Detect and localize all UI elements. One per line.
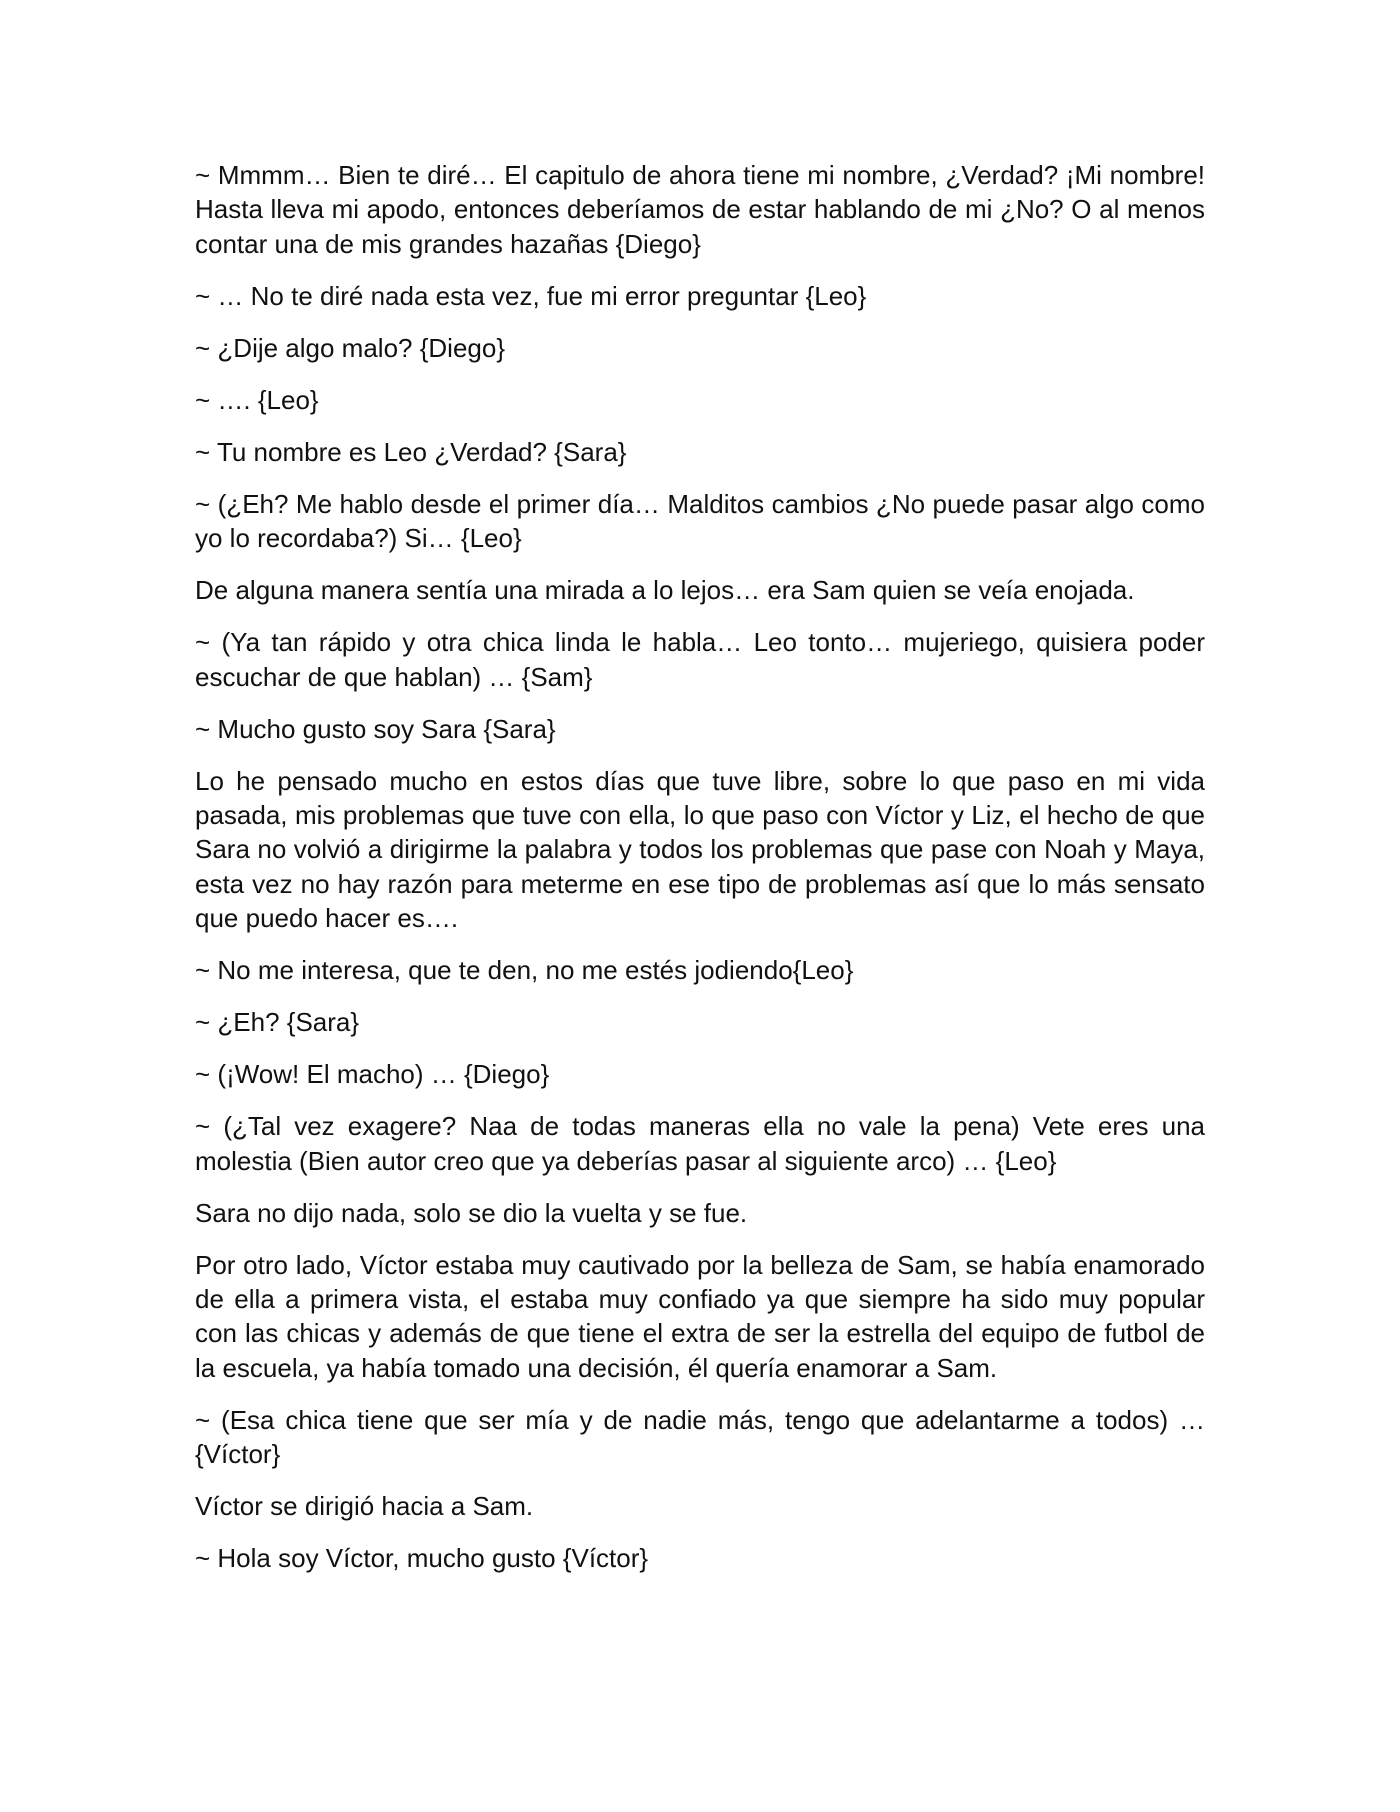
dialogue-paragraph: ~ Mmmm… Bien te diré… El capitulo de ahora tiene mi nombre, ¿Verdad? ¡Mi nombre! Hasta lleva mi apodo, entonces deberíamos de estar hablando de mi ¿No? O al menos contar una de mis grandes hazañas {Diego} (195, 160, 1205, 259)
document-body (195, 158, 1205, 1593)
dialogue-paragraph: ~ (¡Wow! El macho) … {Diego} (195, 1059, 550, 1090)
narration-paragraph: Víctor se dirigió hacia a Sam. (195, 1491, 534, 1522)
dialogue-paragraph: ~ …. {Leo} (195, 384, 319, 415)
dialogue-paragraph: ~ Mucho gusto soy Sara {Sara} (195, 713, 556, 744)
narration-paragraph: Sara no dijo nada, solo se dio la vuelta y se fue. (195, 1197, 748, 1228)
dialogue-paragraph: ~ (Ya tan rápido y otra chica linda le habla… Leo tonto… mujeriego, quisiera poder escuchar de que hablan) … {Sam} (195, 627, 1205, 692)
dialogue-paragraph: ~ ¿Eh? {Sara} (195, 1007, 360, 1038)
dialogue-paragraph: ~ No me interesa, que te den, no me estés jodiendo{Leo} (195, 955, 854, 986)
dialogue-paragraph: ~ ¿Dije algo malo? {Diego} (195, 332, 506, 363)
narration-paragraph: Por otro lado, Víctor estaba muy cautivado por la belleza de Sam, se había enamorado de ella a primera vista, el estaba muy confiado ya que siempre ha sido muy popular con las chicas y además de que tiene el extra de ser la estrella del equipo de futbol de la escuela, ya había tomado una decisión, él quería enamorar a Sam. (195, 1249, 1205, 1383)
dialogue-paragraph: ~ Hola soy Víctor, mucho gusto {Víctor} (195, 1543, 649, 1574)
dialogue-paragraph: ~ Tu nombre es Leo ¿Verdad? {Sara} (195, 436, 627, 467)
narration-paragraph: Lo he pensado mucho en estos días que tuve libre, sobre lo que paso en mi vida pasada, mis problemas que tuve con ella, lo que paso con Víctor y Liz, el hecho de que Sara no volvió a dirigirme la palabra y todos los problemas que pase con Noah y Maya, esta vez no hay razón para meterme en ese tipo de problemas así que lo más sensato que puedo hacer es…. (195, 765, 1205, 934)
dialogue-paragraph: ~ (Esa chica tiene que ser mía y de nadie más, tengo que adelantarme a todos) … {Víctor} (195, 1404, 1205, 1470)
dialogue-paragraph: ~ (¿Tal vez exagere? Naa de todas maneras ella no vale la pena) Vete eres una molestia (Bien autor creo que ya deberías pasar al siguiente arco) … {Leo} (195, 1111, 1205, 1176)
dialogue-paragraph: ~ (¿Eh? Me hablo desde el primer día… Malditos cambios ¿No puede pasar algo como yo lo recordaba?) Si… {Leo} (195, 488, 1205, 554)
narration-paragraph: De alguna manera sentía una mirada a lo lejos… era Sam quien se veía enojada. (195, 575, 1135, 606)
dialogue-paragraph: ~ … No te diré nada esta vez, fue mi error preguntar {Leo} (195, 280, 867, 311)
